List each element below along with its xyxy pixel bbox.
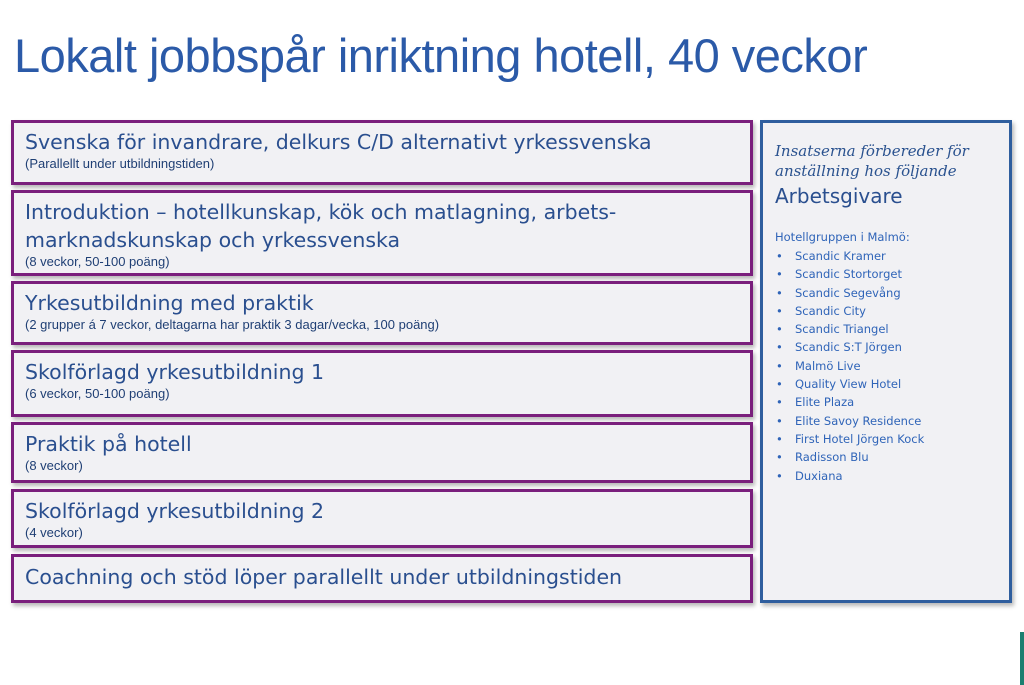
list-item: • Scandic S:T Jörgen [775, 338, 999, 356]
list-item: • Scandic Segevång [775, 284, 999, 302]
step-skolforlagd-2 [11, 489, 753, 548]
step-subtitle: (8 veckor) [25, 458, 83, 473]
employers-intro: Insatserna förbereder för anställning hos följande [775, 142, 969, 180]
list-item: • Elite Plaza [775, 393, 999, 411]
employers-heading: Arbetsgivare [775, 184, 903, 208]
page-title: Lokalt jobbspår inriktning hotell, 40 veckor [14, 29, 868, 82]
list-item: • First Hotel Jörgen Kock [775, 430, 999, 448]
step-title: Praktik på hotell [25, 432, 192, 456]
step-subtitle: (2 grupper á 7 veckor, deltagarna har praktik 3 dagar/vecka, 100 poäng) [25, 317, 440, 332]
step-skolforlagd-1 [11, 350, 753, 417]
list-item: • Elite Savoy Residence [775, 412, 999, 430]
step-subtitle: (Parallellt under utbildningstiden) [25, 156, 215, 171]
slide-edge-accent [1020, 632, 1024, 685]
step-coachning [11, 554, 753, 603]
hotel-list [775, 247, 999, 485]
step-sfi [11, 120, 753, 185]
list-item: • Scandic Triangel [775, 320, 999, 338]
step-subtitle: (6 veckor, 50-100 poäng) [25, 386, 170, 401]
hotel-group-label: Hotellgruppen i Malmö: [775, 230, 910, 244]
step-title: Yrkesutbildning med praktik [25, 291, 314, 315]
step-title: Introduktion – hotellkunskap, kök och matlagning, arbets-marknadskunskap och yrkessvenska [25, 200, 617, 252]
step-praktik-hotell [11, 422, 753, 483]
step-title: Skolförlagd yrkesutbildning 2 [25, 499, 325, 523]
step-introduktion [11, 190, 753, 276]
employers-panel [760, 120, 1012, 603]
list-item: • Scandic Kramer [775, 247, 999, 265]
step-title: Skolförlagd yrkesutbildning 1 [25, 360, 325, 384]
list-item: • Duxiana [775, 467, 999, 485]
list-item: • Radisson Blu [775, 448, 999, 466]
list-item: • Scandic City [775, 302, 999, 320]
step-subtitle: (4 veckor) [25, 525, 83, 540]
list-item: • Malmö Live [775, 357, 999, 375]
list-item: • Scandic Stortorget [775, 265, 999, 283]
step-yrkesutbildning-praktik [11, 281, 753, 345]
step-subtitle: (8 veckor, 50-100 poäng) [25, 254, 170, 269]
list-item: • Quality View Hotel [775, 375, 999, 393]
step-title: Coachning och stöd löper parallellt under utbildningstiden [25, 565, 623, 589]
step-title: Svenska för invandrare, delkurs C/D alternativt yrkessvenska [25, 130, 652, 154]
